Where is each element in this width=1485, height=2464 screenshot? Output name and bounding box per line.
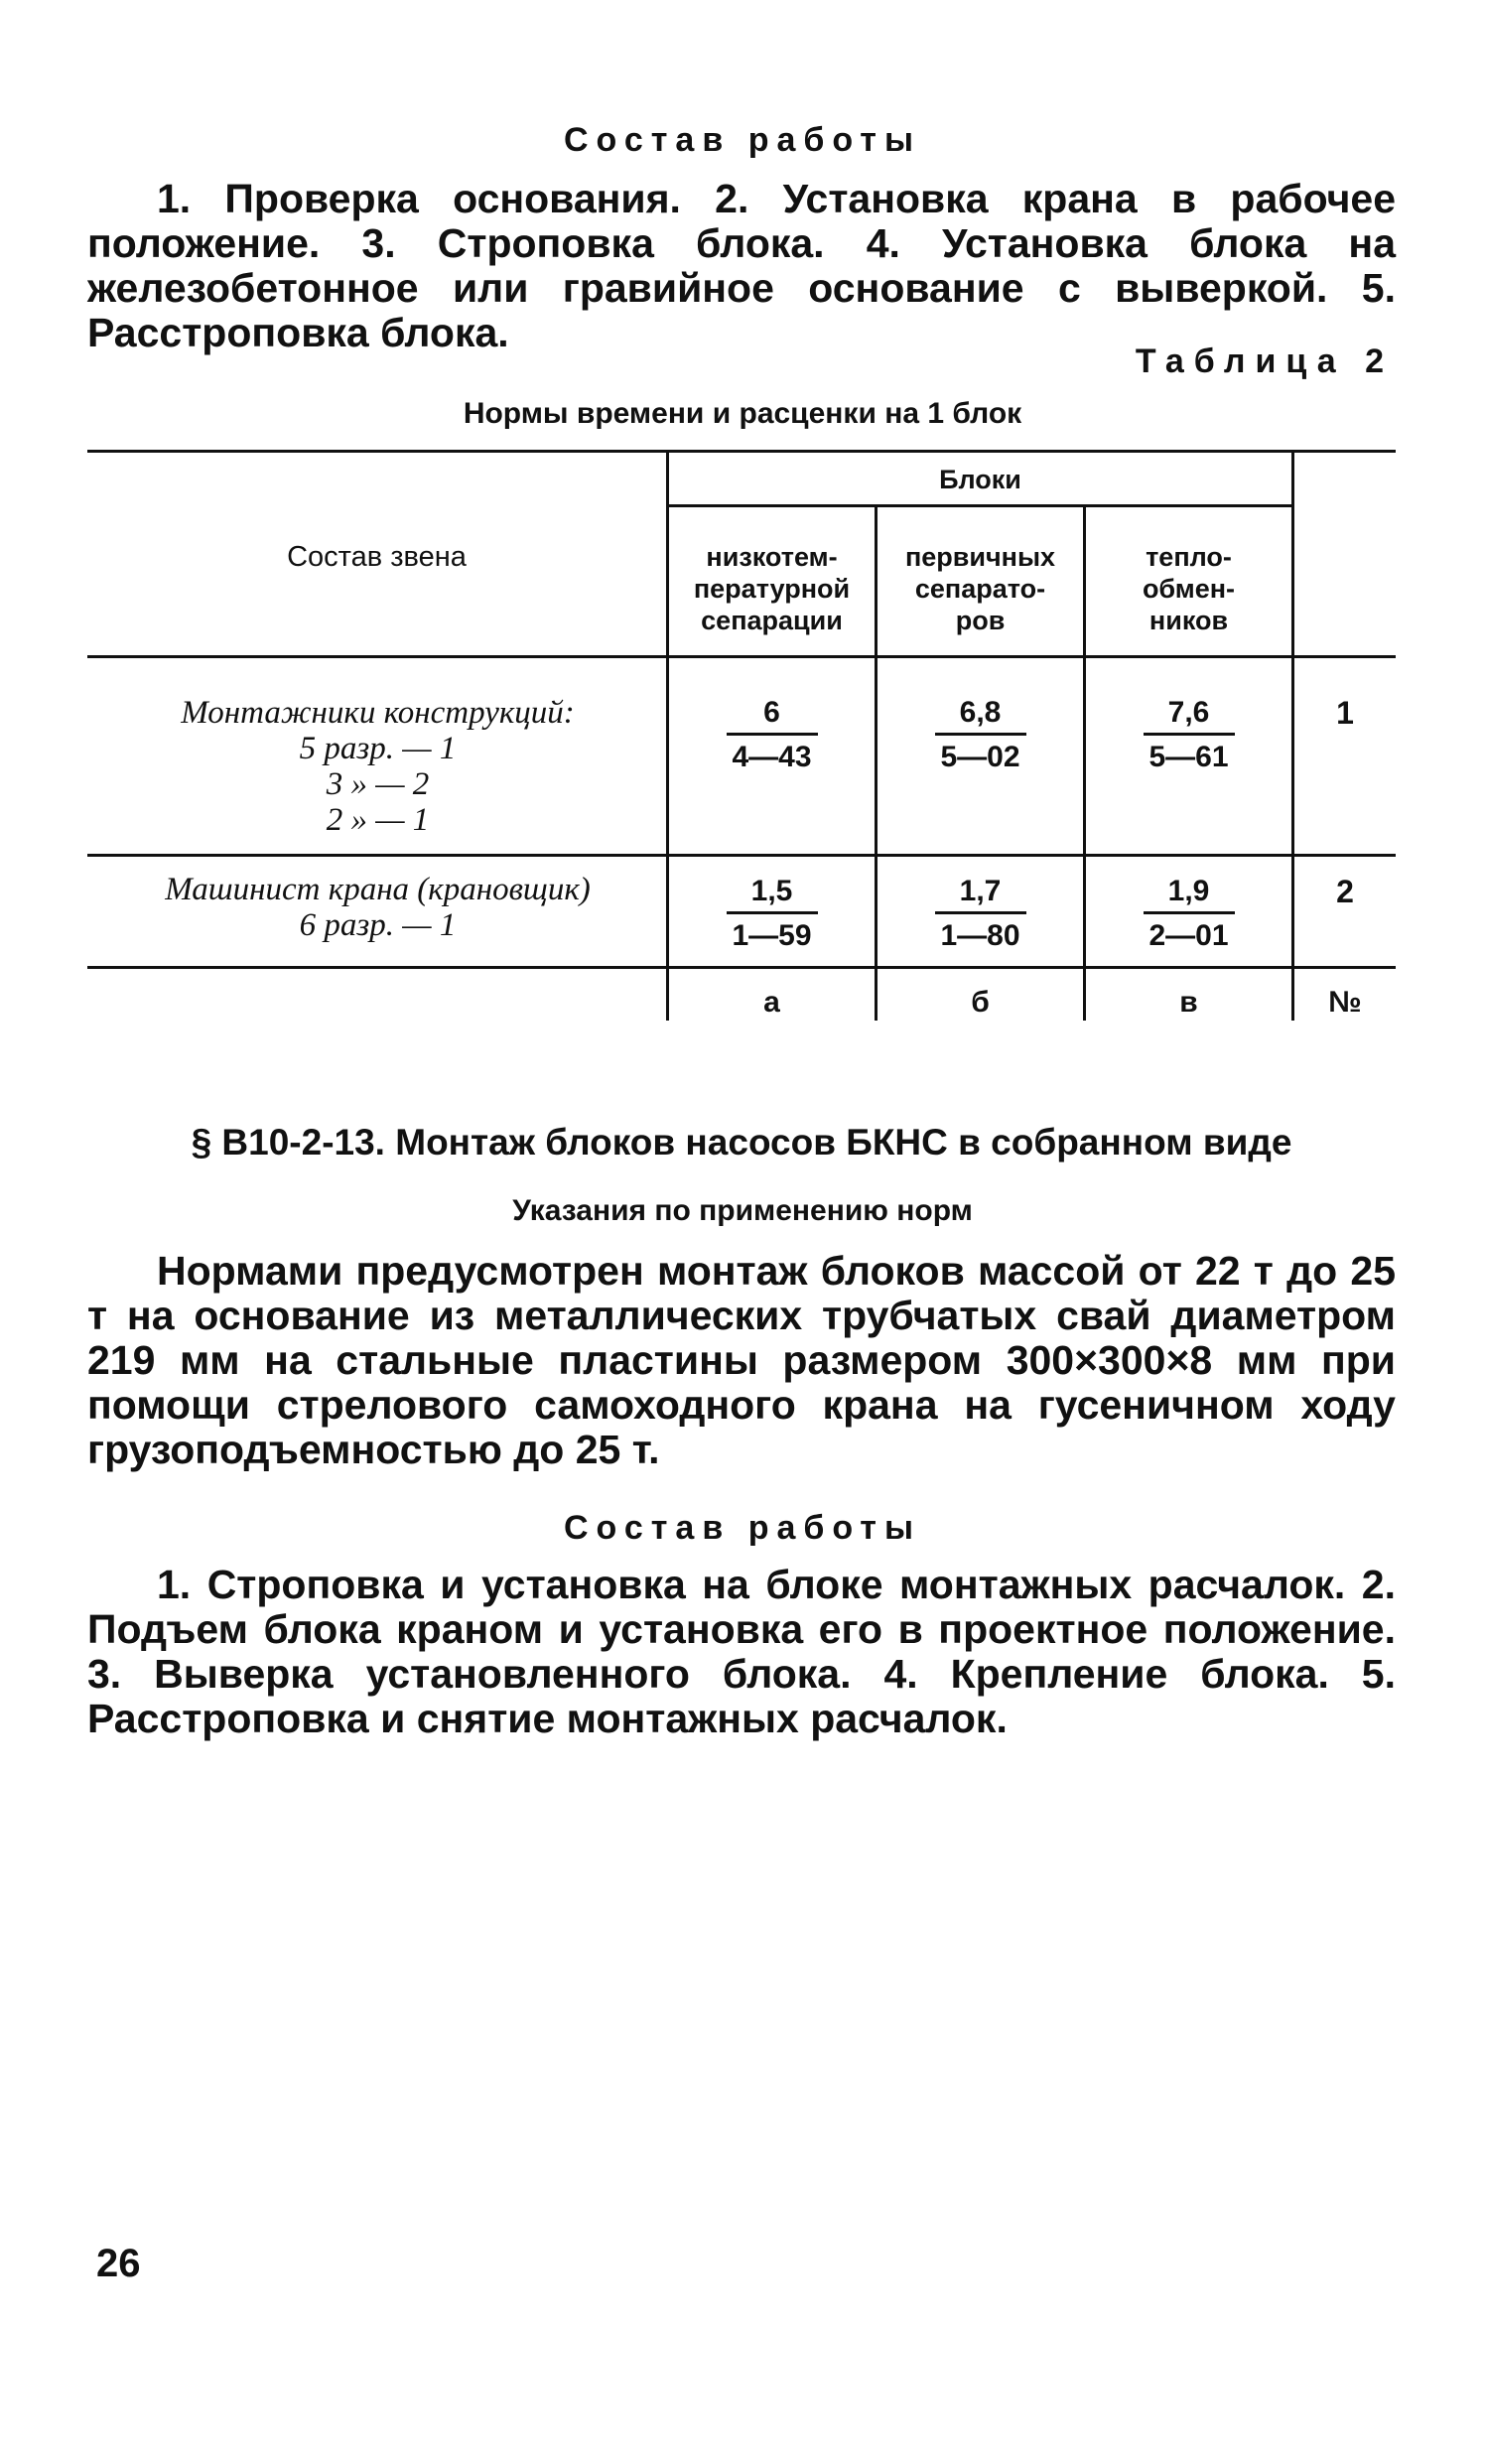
row-label-line: Машинист крана (крановщик) (165, 872, 591, 907)
column-letter: в (1179, 986, 1198, 1019)
table-label: Таблица 2 (1135, 342, 1394, 380)
column-header-primary-separators (878, 541, 1083, 636)
work-composition-heading: Состав работы (564, 1509, 921, 1547)
work-composition-heading: Состав работы (564, 121, 921, 159)
row-label-installers (87, 695, 668, 838)
rate-value: 1—80 (940, 919, 1020, 952)
column-header-line: сепарации (701, 606, 843, 635)
work-composition-text (87, 1563, 1396, 1741)
column-header-low-temp (669, 541, 875, 636)
time-norm: 1,9 (1167, 875, 1210, 907)
norm-cell (878, 693, 1083, 777)
crew-header: Состав звена (287, 541, 467, 573)
work-composition-text (87, 177, 1396, 355)
work-composition-text-content: 1. Строповка и установка на блоке монтажных расчалок. 2. Подъем блока краном и установка его в проектное положение. 3. Выверка установленного блока. 4. Крепление блока. 5. Расстроповка и снятие монтажных расчалок. (87, 1562, 1396, 1741)
column-header-line: низкотем- (706, 542, 838, 572)
column-header-line: ров (955, 606, 1006, 635)
section-title: § В10-2-13. Монтаж блоков насосов БКНС в собранном виде (191, 1122, 1292, 1163)
column-letter: № (1328, 986, 1362, 1019)
row-label-line: 5 разр. — 1 (299, 731, 457, 766)
norm-cell (878, 872, 1083, 956)
row-label-line: Монтажники конструкций: (181, 695, 575, 731)
column-letter: б (971, 986, 990, 1019)
table-title: Нормы времени и расценки на 1 блок (463, 397, 1022, 430)
rate-value: 4—43 (732, 741, 812, 773)
column-header-line: первичных (904, 542, 1056, 572)
table-bottom-rule (87, 966, 1396, 969)
row-number: 1 (1336, 695, 1354, 731)
norm-cell (1086, 693, 1291, 777)
rate-value: 5—61 (1148, 741, 1229, 773)
time-norm: 1,5 (750, 875, 793, 907)
time-norm: 7,6 (1167, 696, 1210, 729)
column-header-line: сепарато- (914, 574, 1046, 604)
table-row-rule (87, 854, 1396, 857)
rate-value: 1—59 (732, 919, 812, 952)
row-number: 2 (1336, 874, 1354, 909)
col-divider (1291, 450, 1294, 1021)
column-header-line: пературной (693, 574, 851, 604)
row-label-line: 3 » — 2 (326, 766, 430, 802)
rate-value: 2—01 (1148, 919, 1229, 952)
row-label-crane-operator (87, 872, 668, 943)
column-letter: а (763, 986, 780, 1019)
time-norm: 6 (763, 696, 780, 729)
rate-value: 5—02 (940, 741, 1020, 773)
column-header-line: обмен- (1142, 574, 1236, 604)
norm-cell (669, 693, 875, 777)
norm-cell (1086, 872, 1291, 956)
column-header-heat-exchangers (1086, 541, 1291, 636)
time-norm: 1,7 (959, 875, 1002, 907)
table-top-rule (87, 450, 1396, 453)
page-number: 26 (96, 2242, 141, 2285)
time-norm: 6,8 (959, 696, 1002, 729)
row-label-line: 6 разр. — 1 (299, 907, 457, 943)
table-header-rule (87, 655, 1396, 658)
row-label-line: 2 » — 1 (326, 802, 430, 838)
section-text-content: Нормами предусмотрен монтаж блоков массой от 22 т до 25 т на основание из металлических трубчатых свай диаметром 219 мм на стальные пластины размером 300×300×8 мм при помощи стрелового самоходного крана на гусеничном ходу грузоподъемностью до 25 т. (87, 1248, 1396, 1472)
norm-cell (669, 872, 875, 956)
blocks-header: Блоки (939, 465, 1021, 494)
column-header-line: тепло- (1146, 542, 1232, 572)
section-subheading: Указания по применению норм (512, 1194, 973, 1227)
group-header-rule (668, 504, 1293, 507)
section-text (87, 1249, 1396, 1472)
column-header-line: ников (1148, 606, 1229, 635)
work-composition-text-content: 1. Проверка основания. 2. Установка крана в рабочее положение. 3. Строповка блока. 4. Установка блока на железобетонное или гравийное основание с выверкой. 5. Расстроповка блока. (87, 176, 1396, 355)
